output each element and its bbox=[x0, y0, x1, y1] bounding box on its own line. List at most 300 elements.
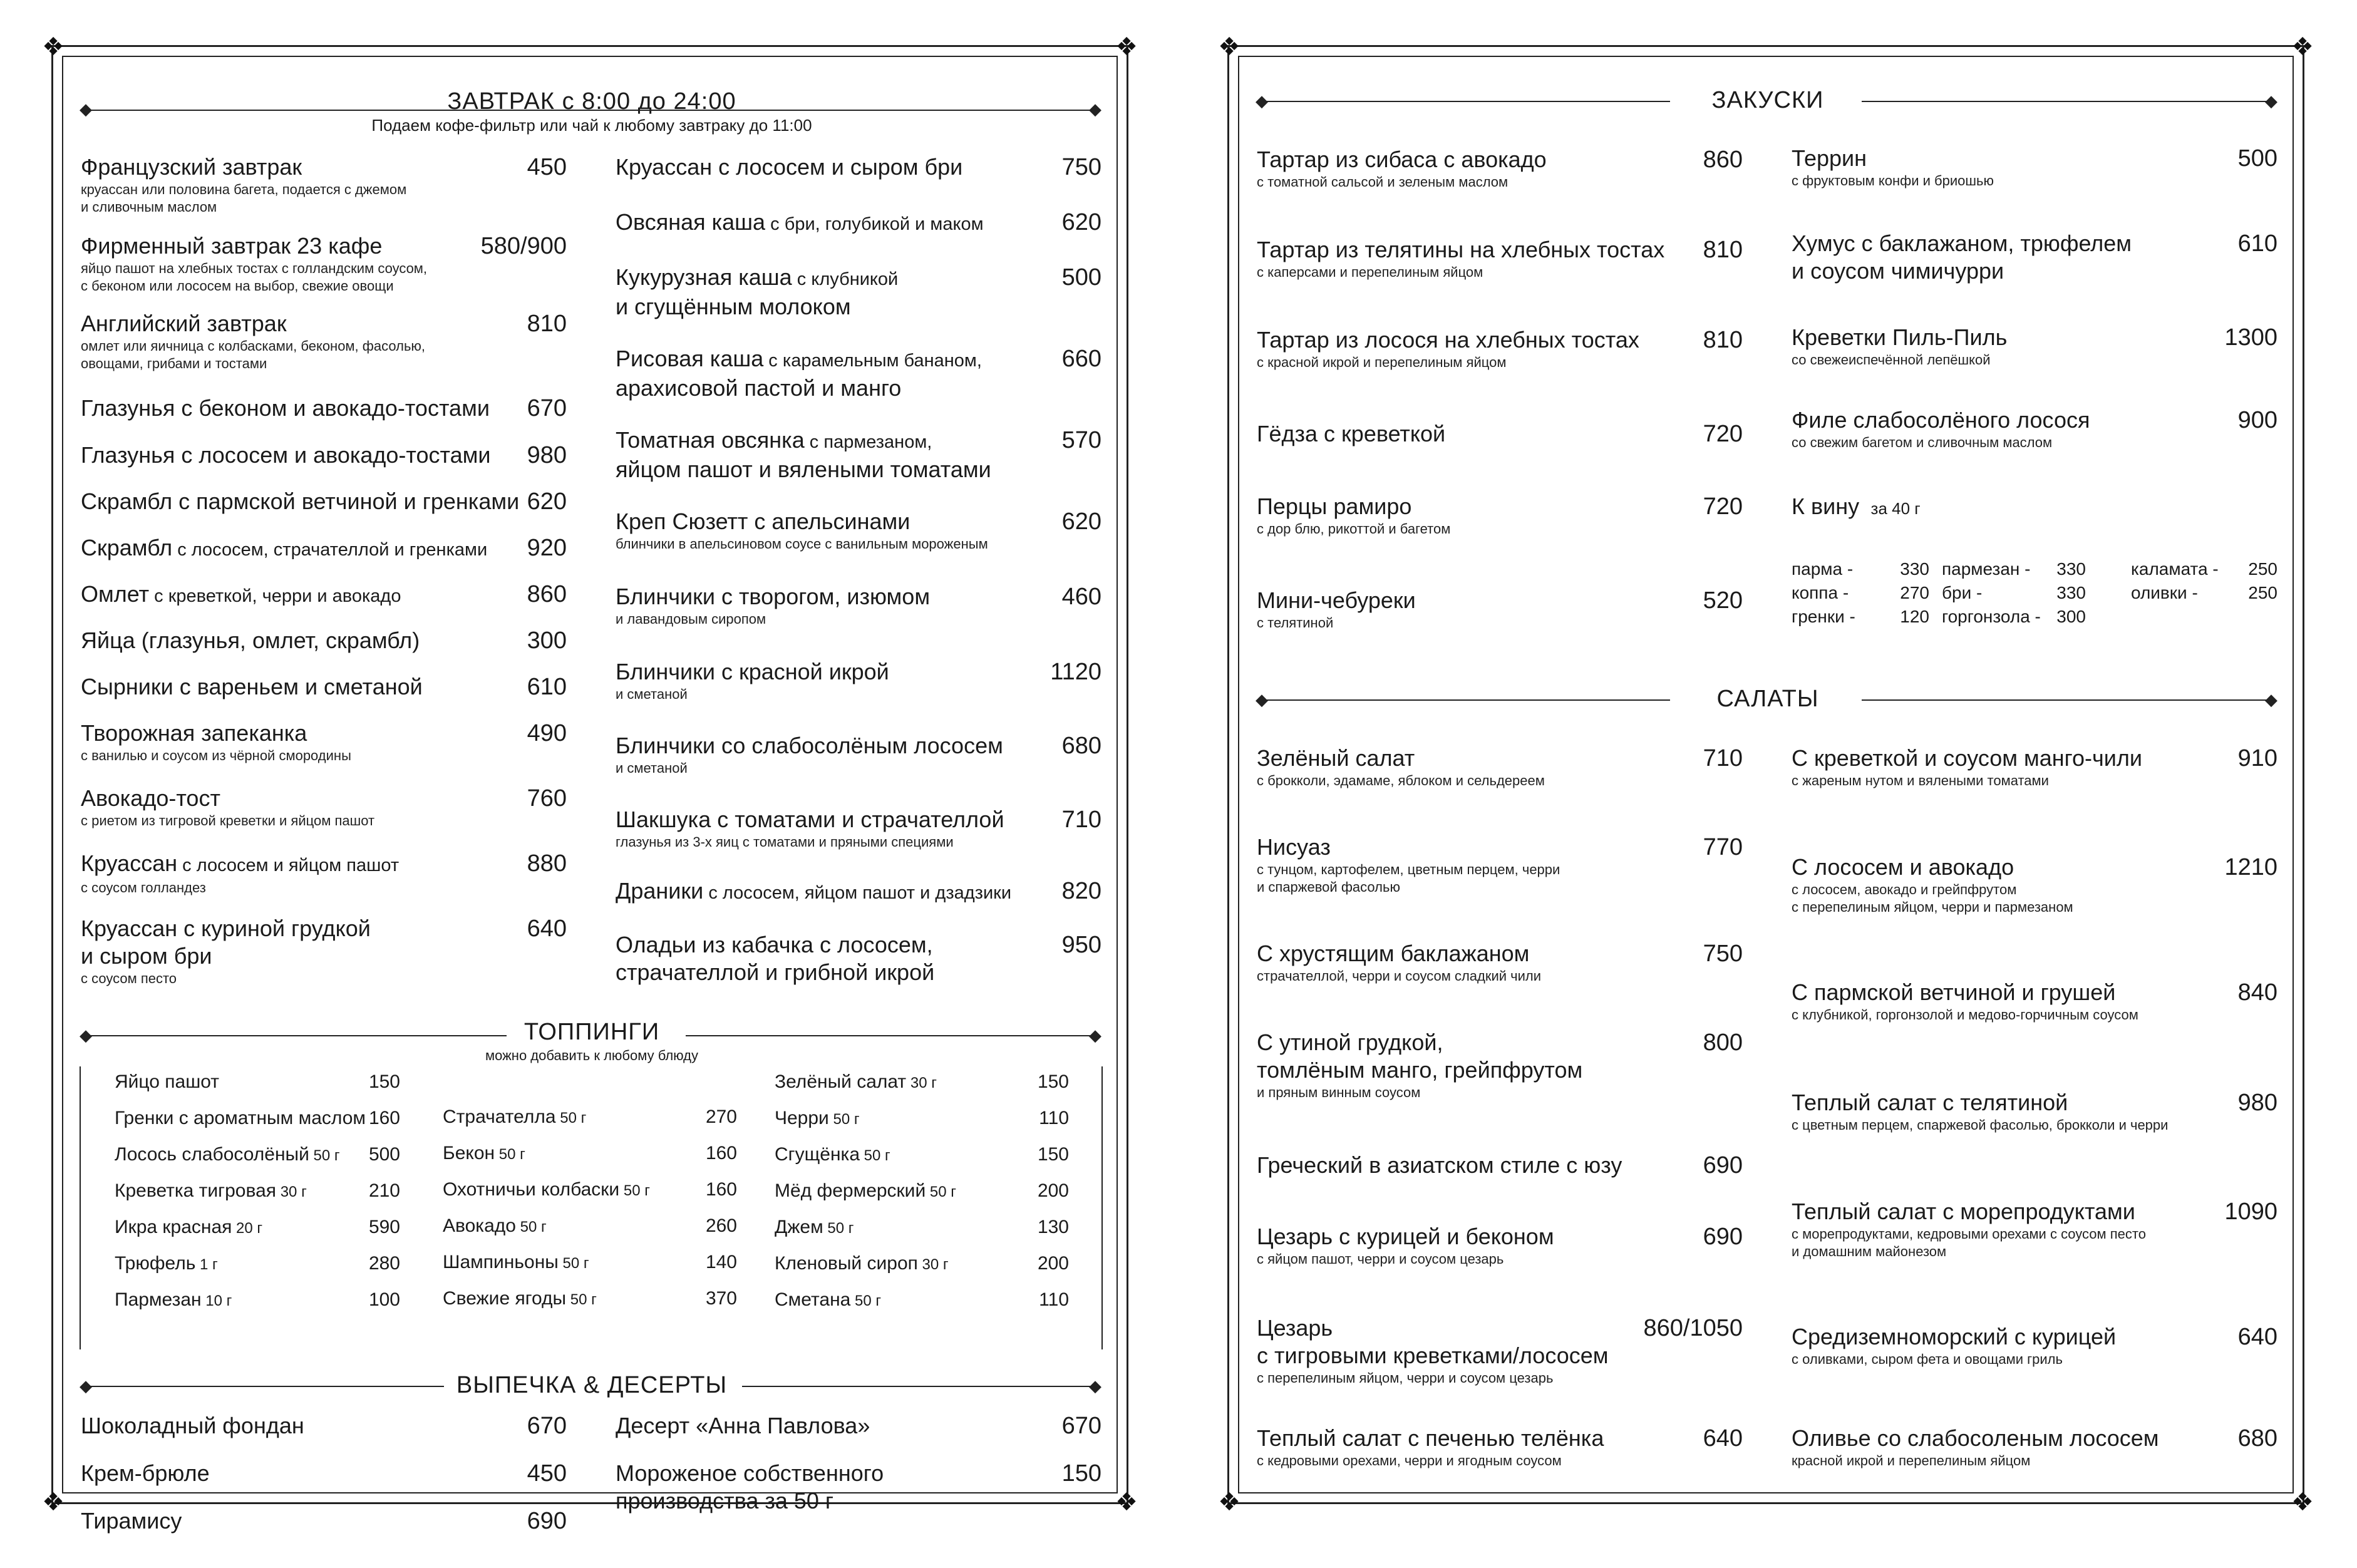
ornament-corner-icon: ❖ bbox=[2291, 1488, 2314, 1516]
topping-weight: 50 г bbox=[828, 1111, 860, 1128]
item-price: 810 bbox=[1703, 327, 1743, 353]
item-price: 490 bbox=[527, 720, 567, 746]
item-price: 690 bbox=[1703, 1152, 1743, 1179]
item-name-suffix: с пармезаном, bbox=[804, 432, 932, 452]
item-description: с жареным нутом и вялеными томатами bbox=[1792, 773, 2049, 788]
arrow-right-icon: ◆ bbox=[1089, 1026, 1101, 1044]
item-name-suffix: с креветкой, черри и авокадо bbox=[149, 586, 401, 606]
arrow-left-icon: ◆ bbox=[80, 1376, 92, 1395]
divider bbox=[1862, 101, 2275, 102]
topping-price: 160 bbox=[705, 1179, 737, 1200]
wine-item-name: гренки - bbox=[1792, 607, 1855, 626]
menu-item bbox=[1257, 1314, 1609, 1387]
item-name: Кукурузная каша с клубникой bbox=[616, 264, 899, 290]
menu-item bbox=[1257, 745, 1545, 790]
item-price: 580/900 bbox=[480, 233, 567, 259]
item-description: яйцо пашот на хлебных тостах с голландским соусом, bbox=[81, 260, 428, 276]
item-price: 640 bbox=[527, 916, 567, 942]
menu-item bbox=[1792, 979, 2138, 1024]
item-description: с перепелиным яйцом, черри и пармезаном bbox=[1792, 899, 2073, 915]
ornament-corner-icon: ❖ bbox=[1218, 1488, 1240, 1516]
item-name: С пармской ветчиной и грушей bbox=[1792, 979, 2116, 1005]
menu-item bbox=[1792, 230, 2132, 285]
item-price: 1210 bbox=[2224, 854, 2277, 880]
menu-item bbox=[81, 915, 371, 988]
item-description: и лавандовым сиропом bbox=[616, 611, 766, 627]
item-name-suffix: с лососем и яйцом пашот bbox=[177, 855, 400, 875]
item-name: Мини-чебуреки bbox=[1257, 587, 1416, 613]
item-description: с каперсами и перепелиным яйцом bbox=[1257, 264, 1483, 280]
wine-unit: за 40 г bbox=[1870, 499, 1921, 518]
frame-line bbox=[1101, 1066, 1103, 1349]
item-name: Мороженое собственного bbox=[616, 1460, 884, 1486]
item-description: с фруктовым конфи и бриошью bbox=[1792, 173, 1994, 188]
item-name-line2: яйцом пашот и вялеными томатами bbox=[616, 456, 991, 482]
item-name: Террин bbox=[1792, 145, 1867, 171]
ornament-corner-icon: ❖ bbox=[2291, 33, 2314, 61]
topping-name: Бекон 50 г bbox=[443, 1143, 525, 1163]
topping-price: 590 bbox=[368, 1217, 400, 1237]
item-name: Блинчики с творогом, изюмом bbox=[616, 584, 931, 609]
item-name: Гёдза с креветкой bbox=[1257, 421, 1446, 446]
item-name: Скрамбл с лососем, страчателлой и гренками bbox=[81, 535, 488, 560]
breakfast-subtitle: Подаем кофе-фильтр или чай к любому завтраку до 11:00 bbox=[371, 116, 812, 135]
topping-weight: 50 г bbox=[860, 1147, 890, 1164]
topping-weight: 50 г bbox=[515, 1219, 547, 1235]
topping-weight: 30 г bbox=[917, 1256, 949, 1273]
topping-weight: 50 г bbox=[850, 1292, 882, 1309]
topping-price: 150 bbox=[1037, 1071, 1069, 1092]
item-name: Цезарь с курицей и беконом bbox=[1257, 1224, 1554, 1249]
menu-item bbox=[616, 209, 984, 238]
arrow-right-icon: ◆ bbox=[1089, 100, 1101, 118]
topping-weight: 50 г bbox=[823, 1220, 854, 1237]
topping-weight: 50 г bbox=[558, 1255, 589, 1272]
item-name: томлёным манго, грейпфрутом bbox=[1257, 1057, 1583, 1083]
item-price: 500 bbox=[1061, 264, 1101, 291]
ornament-corner-icon: ❖ bbox=[1218, 33, 1240, 61]
item-name-suffix: с клубникой bbox=[792, 269, 899, 289]
toppings-title: ТОППИНГИ bbox=[523, 1019, 660, 1045]
item-price: 520 bbox=[1703, 587, 1743, 614]
item-description: с тунцом, картофелем, цветным перцем, черри bbox=[1257, 862, 1560, 877]
item-price: 150 bbox=[1061, 1460, 1101, 1487]
menu-item bbox=[616, 806, 1004, 851]
menu-item bbox=[616, 1412, 870, 1440]
wine-item-price: 300 bbox=[2056, 607, 2086, 626]
item-name: Креп Сюзетт с апельсинами bbox=[616, 508, 910, 534]
ornament-corner-icon: ❖ bbox=[1115, 1488, 1138, 1516]
topping-price: 140 bbox=[705, 1252, 737, 1272]
item-name: С утиной грудкой, bbox=[1257, 1029, 1443, 1055]
item-name: Томатная овсянка с пармезаном, bbox=[616, 427, 932, 453]
ornament-corner-icon: ❖ bbox=[42, 1488, 64, 1516]
item-price: 450 bbox=[527, 154, 567, 180]
menu-item bbox=[1792, 854, 2073, 916]
item-name: страчателлой и грибной икрой bbox=[616, 959, 935, 985]
wine-item-name: пармезан - bbox=[1942, 559, 2031, 579]
menu-item bbox=[1792, 324, 2007, 369]
topping-name: Сгущёнка 50 г bbox=[775, 1144, 890, 1165]
wine-item-price: 270 bbox=[1900, 583, 1929, 602]
topping-price: 150 bbox=[1037, 1144, 1069, 1165]
menu-item bbox=[616, 508, 988, 553]
menu-item bbox=[1792, 145, 1994, 190]
item-name: Тартар из сибаса с авокадо bbox=[1257, 147, 1547, 172]
menu-item bbox=[81, 232, 427, 295]
arrow-left-icon: ◆ bbox=[1256, 91, 1268, 110]
item-price: 770 bbox=[1703, 834, 1743, 860]
item-description: с клубникой, горгонзолой и медово-горчичным соусом bbox=[1792, 1007, 2138, 1023]
topping-name: Зелёный салат 30 г bbox=[775, 1071, 937, 1092]
menu-item bbox=[616, 732, 1003, 777]
menu-item bbox=[81, 395, 490, 422]
item-price: 640 bbox=[1703, 1425, 1743, 1452]
wine-item-price: 330 bbox=[2056, 559, 2086, 579]
topping-weight: 50 г bbox=[926, 1184, 956, 1200]
item-price: 670 bbox=[1061, 1413, 1101, 1439]
item-name: Сырники с вареньем и сметаной bbox=[81, 674, 423, 699]
item-description: с риетом из тигровой креветки и яйцом пашот bbox=[81, 813, 375, 828]
menu-item bbox=[1257, 236, 1664, 281]
item-price: 1090 bbox=[2224, 1199, 2277, 1225]
wine-item-name: парма - bbox=[1792, 559, 1854, 579]
menu-item bbox=[81, 673, 423, 701]
topping-price: 110 bbox=[1039, 1108, 1069, 1128]
menu-item bbox=[1257, 146, 1547, 191]
item-description: и пряным винным соусом bbox=[1257, 1085, 1421, 1100]
item-price: 610 bbox=[527, 674, 567, 700]
menu-item bbox=[1792, 406, 2090, 451]
item-name: Круассан с лососем и сыром бри bbox=[616, 154, 963, 180]
menu-page-left bbox=[42, 33, 1138, 1534]
wine-item-name: горгонзола - bbox=[1942, 607, 2041, 626]
divider bbox=[1862, 699, 2275, 701]
topping-name: Трюфель 1 г bbox=[115, 1253, 218, 1274]
item-price: 920 bbox=[527, 535, 567, 561]
item-name: Креветки Пиль-Пиль bbox=[1792, 324, 2008, 350]
item-name: С хрустящим баклажаном bbox=[1257, 941, 1530, 966]
item-price: 660 bbox=[1061, 346, 1101, 372]
item-description: с телятиной bbox=[1257, 615, 1334, 631]
menu-item bbox=[1792, 1198, 2146, 1261]
item-description: со свежеиспечённой лепёшкой bbox=[1792, 352, 1991, 368]
item-price: 820 bbox=[1061, 878, 1101, 904]
item-description: и сметаной bbox=[616, 686, 688, 702]
item-price: 450 bbox=[527, 1460, 567, 1487]
item-name: Оливье со слабосоленым лососем bbox=[1792, 1425, 2159, 1451]
item-name: Рисовая каша с карамельным бананом, bbox=[616, 346, 982, 371]
menu-item bbox=[616, 931, 934, 986]
menu-item bbox=[81, 1507, 182, 1535]
item-name: Круассан с лососем и яйцом пашот bbox=[81, 850, 400, 876]
item-price: 720 bbox=[1703, 493, 1743, 520]
item-name: и сыром бри bbox=[81, 943, 212, 969]
topping-name: Свежие ягоды 50 г bbox=[443, 1288, 597, 1309]
topping-price: 130 bbox=[1037, 1217, 1069, 1237]
item-name: С креветкой и соусом манго-чили bbox=[1792, 745, 2143, 771]
menu-item bbox=[1257, 1029, 1582, 1101]
menu-item bbox=[616, 153, 962, 181]
item-name-line2: арахисовой пастой и манго bbox=[616, 375, 902, 401]
item-name: Глазунья с беконом и авокадо-тостами bbox=[81, 395, 490, 421]
menu-item bbox=[1792, 1089, 2168, 1134]
desserts-title: ВЫПЕЧКА & ДЕСЕРТЫ bbox=[456, 1372, 728, 1398]
ornament-corner-icon: ❖ bbox=[42, 33, 64, 61]
item-price: 950 bbox=[1061, 932, 1101, 958]
item-description: омлет или яичница с колбасками, беконом, фасолью, bbox=[81, 338, 426, 354]
item-name: Теплый салат с морепродуктами bbox=[1792, 1199, 2135, 1224]
menu-item bbox=[1792, 1323, 2116, 1368]
menu-page-right bbox=[1218, 33, 2314, 1516]
item-price: 690 bbox=[1703, 1224, 1743, 1250]
topping-name: Мёд фермерский 50 г bbox=[775, 1180, 956, 1201]
menu-item bbox=[81, 310, 425, 373]
item-name: Французский завтрак bbox=[81, 154, 302, 180]
item-name-line2: и сгущённым молоком bbox=[616, 294, 851, 319]
item-name: Фирменный завтрак 23 кафе bbox=[81, 233, 383, 259]
item-price: 680 bbox=[2237, 1425, 2277, 1452]
topping-price: 270 bbox=[705, 1106, 737, 1127]
item-description: с перепелиным яйцом, черри и соусом цезарь bbox=[1257, 1370, 1554, 1386]
menu-item bbox=[81, 534, 487, 564]
topping-weight: 30 г bbox=[276, 1184, 307, 1200]
item-name: Оладьи из кабачка с лососем, bbox=[616, 932, 933, 957]
item-price: 670 bbox=[527, 1413, 567, 1439]
item-description: с дор блю, рикоттой и багетом bbox=[1257, 521, 1451, 537]
item-name-suffix: с бри, голубикой и маком bbox=[765, 214, 984, 234]
divider bbox=[1257, 699, 1670, 701]
item-name: Средиземноморский с курицей bbox=[1792, 1324, 2117, 1349]
item-name: Авокадо-тост bbox=[81, 785, 220, 811]
menu-item bbox=[616, 264, 898, 321]
item-price: 300 bbox=[527, 627, 567, 654]
menu-item bbox=[81, 441, 491, 469]
wine-item-price: 250 bbox=[2248, 583, 2277, 602]
item-description: с кедровыми орехами, черри и ягодным соусом bbox=[1257, 1453, 1562, 1468]
item-name: Глазунья с лососем и авокадо-тостами bbox=[81, 442, 491, 468]
item-price: 860/1050 bbox=[1643, 1315, 1743, 1341]
wine-item-price: 330 bbox=[1900, 559, 1929, 579]
topping-weight: 20 г bbox=[232, 1220, 263, 1237]
item-name: Греческий в азиатском стиле с юзу bbox=[1257, 1152, 1622, 1178]
menu-item bbox=[1257, 833, 1560, 896]
item-price: 880 bbox=[527, 850, 567, 877]
item-description: овощами, грибами и тостами bbox=[81, 356, 267, 371]
topping-weight: 1 г bbox=[195, 1256, 218, 1273]
item-price: 670 bbox=[527, 395, 567, 421]
item-price: 690 bbox=[527, 1508, 567, 1534]
topping-price: 110 bbox=[1039, 1289, 1069, 1310]
item-price: 610 bbox=[2237, 230, 2277, 257]
item-name: Омлет с креветкой, черри и авокадо bbox=[81, 581, 401, 607]
topping-weight: 30 г bbox=[906, 1075, 937, 1091]
item-price: 680 bbox=[1061, 733, 1101, 759]
divider bbox=[742, 1386, 1099, 1387]
item-name: Перцы рамиро bbox=[1257, 493, 1412, 519]
topping-name: Охотничьи колбаски 50 г bbox=[443, 1179, 650, 1200]
item-description: и сливочным маслом bbox=[81, 199, 217, 215]
item-name: Десерт «Анна Павлова» bbox=[616, 1413, 870, 1438]
menu-item bbox=[616, 1460, 884, 1515]
topping-price: 200 bbox=[1037, 1180, 1069, 1201]
item-price: 980 bbox=[527, 442, 567, 468]
topping-weight: 50 г bbox=[619, 1182, 650, 1199]
item-name: Нисуаз bbox=[1257, 834, 1331, 860]
item-name: Тартар из телятины на хлебных тостах bbox=[1257, 237, 1665, 262]
topping-name: Авокадо 50 г bbox=[443, 1215, 547, 1236]
divider bbox=[81, 1386, 444, 1387]
item-name: Блинчики со слабосолёным лососем bbox=[616, 733, 1003, 758]
wine-item-price: 250 bbox=[2248, 559, 2277, 579]
menu-item bbox=[1257, 940, 1541, 985]
item-price: 860 bbox=[527, 581, 567, 607]
menu-item bbox=[1792, 1425, 2159, 1470]
item-name: Теплый салат с печенью телёнка bbox=[1257, 1425, 1604, 1451]
menu-item bbox=[616, 426, 991, 483]
menu-item bbox=[616, 877, 1011, 907]
topping-price: 280 bbox=[368, 1253, 400, 1274]
item-name-suffix: с лососем, яйцом пашот и дзадзики bbox=[703, 883, 1012, 903]
item-price: 620 bbox=[527, 488, 567, 515]
item-description: с морепродуктами, кедровыми орехами с соусом песто bbox=[1792, 1226, 2146, 1242]
item-description: с соусом песто bbox=[81, 971, 177, 986]
menu-item bbox=[1257, 587, 1416, 632]
arrow-left-icon: ◆ bbox=[80, 100, 92, 118]
topping-price: 200 bbox=[1037, 1253, 1069, 1274]
item-description: с яйцом пашот, черри и соусом цезарь bbox=[1257, 1251, 1504, 1267]
item-price: 710 bbox=[1061, 807, 1101, 833]
wine-item-name: коппа - bbox=[1792, 583, 1849, 602]
item-price: 840 bbox=[2237, 979, 2277, 1006]
item-price: 910 bbox=[2237, 745, 2277, 771]
item-name: Круассан с куриной грудкой bbox=[81, 916, 371, 941]
topping-weight: 50 г bbox=[566, 1291, 597, 1308]
item-description: с брокколи, эдамаме, яблоком и сельдереем bbox=[1257, 773, 1545, 788]
item-price: 720 bbox=[1703, 421, 1743, 447]
item-price: 620 bbox=[1061, 508, 1101, 535]
item-name: с тигровыми креветками/лососем bbox=[1257, 1343, 1609, 1368]
item-description: с ванилью и соусом из чёрной смородины bbox=[81, 748, 351, 763]
item-price: 1120 bbox=[1050, 659, 1101, 685]
topping-name: Страчателла 50 г bbox=[443, 1106, 587, 1127]
item-description: с соусом голландез bbox=[81, 880, 206, 895]
arrow-right-icon: ◆ bbox=[2265, 91, 2277, 110]
item-price: 900 bbox=[2237, 407, 2277, 433]
topping-name: Пармезан 10 г bbox=[115, 1289, 232, 1310]
salads-title: САЛАТЫ bbox=[1716, 686, 1819, 712]
topping-weight: 50 г bbox=[495, 1146, 525, 1163]
item-price: 810 bbox=[1703, 237, 1743, 263]
menu-item bbox=[81, 785, 374, 830]
topping-price: 160 bbox=[368, 1108, 400, 1128]
item-name-suffix: с лососем, страчателлой и гренками bbox=[172, 540, 488, 560]
item-price: 810 bbox=[527, 311, 567, 337]
item-name: Овсяная каша с бри, голубикой и маком bbox=[616, 209, 984, 235]
item-description: блинчики в апельсиновом соусе с ванильным мороженым bbox=[616, 536, 988, 552]
arrow-right-icon: ◆ bbox=[1089, 1376, 1101, 1395]
menu-item bbox=[1257, 420, 1445, 448]
topping-name: Яйцо пашот bbox=[115, 1071, 220, 1092]
menu-item bbox=[1257, 1152, 1622, 1179]
menu-item bbox=[1257, 493, 1450, 538]
menu-item bbox=[1257, 326, 1639, 371]
topping-price: 500 bbox=[368, 1144, 400, 1165]
menu-item bbox=[81, 153, 406, 216]
menu-item bbox=[616, 345, 982, 402]
item-description: с томатной сальсой и зеленым маслом bbox=[1257, 174, 1509, 190]
item-name: Блинчики с красной икрой bbox=[616, 659, 889, 684]
menu-item bbox=[81, 720, 351, 765]
menu-item bbox=[616, 583, 930, 628]
item-price: 980 bbox=[2237, 1090, 2277, 1116]
item-price: 750 bbox=[1703, 941, 1743, 967]
wine-item-price: 120 bbox=[1900, 607, 1929, 626]
arrow-right-icon: ◆ bbox=[2265, 690, 2277, 709]
topping-name: Гренки с ароматным маслом bbox=[115, 1108, 366, 1128]
arrow-left-icon: ◆ bbox=[80, 1026, 92, 1044]
topping-price: 370 bbox=[705, 1288, 737, 1309]
item-description: красной икрой и перепелиным яйцом bbox=[1792, 1453, 2031, 1468]
item-name: Яйца (глазунья, омлет, скрамбл) bbox=[81, 627, 420, 653]
item-name: Шоколадный фондан bbox=[81, 1413, 304, 1438]
item-name: Творожная запеканка bbox=[81, 720, 307, 746]
wine-item-name: оливки - bbox=[2131, 583, 2198, 602]
item-description: с красной икрой и перепелиным яйцом bbox=[1257, 354, 1507, 370]
wine-item-name: каламата - bbox=[2131, 559, 2219, 579]
menu-item bbox=[1257, 1425, 1604, 1470]
wine-item-name: бри - bbox=[1942, 583, 1983, 602]
item-name: Драники с лососем, яйцом пашот и дзадзики bbox=[616, 878, 1012, 904]
item-price: 460 bbox=[1061, 584, 1101, 610]
item-price: 500 bbox=[2237, 145, 2277, 172]
topping-name: Черри 50 г bbox=[775, 1108, 860, 1128]
item-name: Теплый салат с телятиной bbox=[1792, 1090, 2068, 1115]
item-price: 620 bbox=[1061, 209, 1101, 235]
divider bbox=[1257, 101, 1670, 102]
topping-name: Джем 50 г bbox=[775, 1217, 854, 1237]
topping-price: 260 bbox=[705, 1215, 737, 1236]
topping-price: 210 bbox=[368, 1180, 400, 1201]
item-name: Скрамбл с пармской ветчиной и гренками bbox=[81, 488, 520, 514]
topping-name: Лосось слабосолёный 50 г bbox=[115, 1144, 340, 1165]
menu-item bbox=[1792, 745, 2142, 790]
menu-item bbox=[616, 658, 889, 703]
item-price: 760 bbox=[527, 785, 567, 812]
topping-name: Кленовый сироп 30 г bbox=[775, 1253, 949, 1274]
item-description: с лососем, авокадо и грейпфрутом bbox=[1792, 882, 2017, 897]
item-price: 640 bbox=[2237, 1324, 2277, 1350]
item-description: с цветным перцем, спаржевой фасолью, брокколи и черри bbox=[1792, 1117, 2169, 1133]
breakfast-title: ЗАВТРАК с 8:00 до 24:00 bbox=[447, 88, 736, 115]
frame-line bbox=[80, 1066, 81, 1349]
item-price: 1300 bbox=[2224, 324, 2277, 351]
wine-title: К вину bbox=[1792, 493, 1860, 519]
topping-name: Шампиньоны 50 г bbox=[443, 1252, 589, 1272]
topping-price: 160 bbox=[705, 1143, 737, 1163]
item-name: Шакшука с томатами и страчателлой bbox=[616, 807, 1004, 832]
item-name: Филе слабосолёного лосося bbox=[1792, 407, 2090, 433]
topping-weight: 50 г bbox=[309, 1147, 340, 1164]
menu-item bbox=[81, 580, 401, 610]
divider bbox=[686, 1035, 1099, 1036]
topping-weight: 10 г bbox=[201, 1292, 232, 1309]
item-name: С лососем и авокадо bbox=[1792, 854, 2014, 880]
topping-name: Икра красная 20 г bbox=[115, 1217, 263, 1237]
item-name: Цезарь bbox=[1257, 1315, 1333, 1341]
arrow-left-icon: ◆ bbox=[1256, 690, 1268, 709]
menu-item bbox=[81, 627, 420, 654]
